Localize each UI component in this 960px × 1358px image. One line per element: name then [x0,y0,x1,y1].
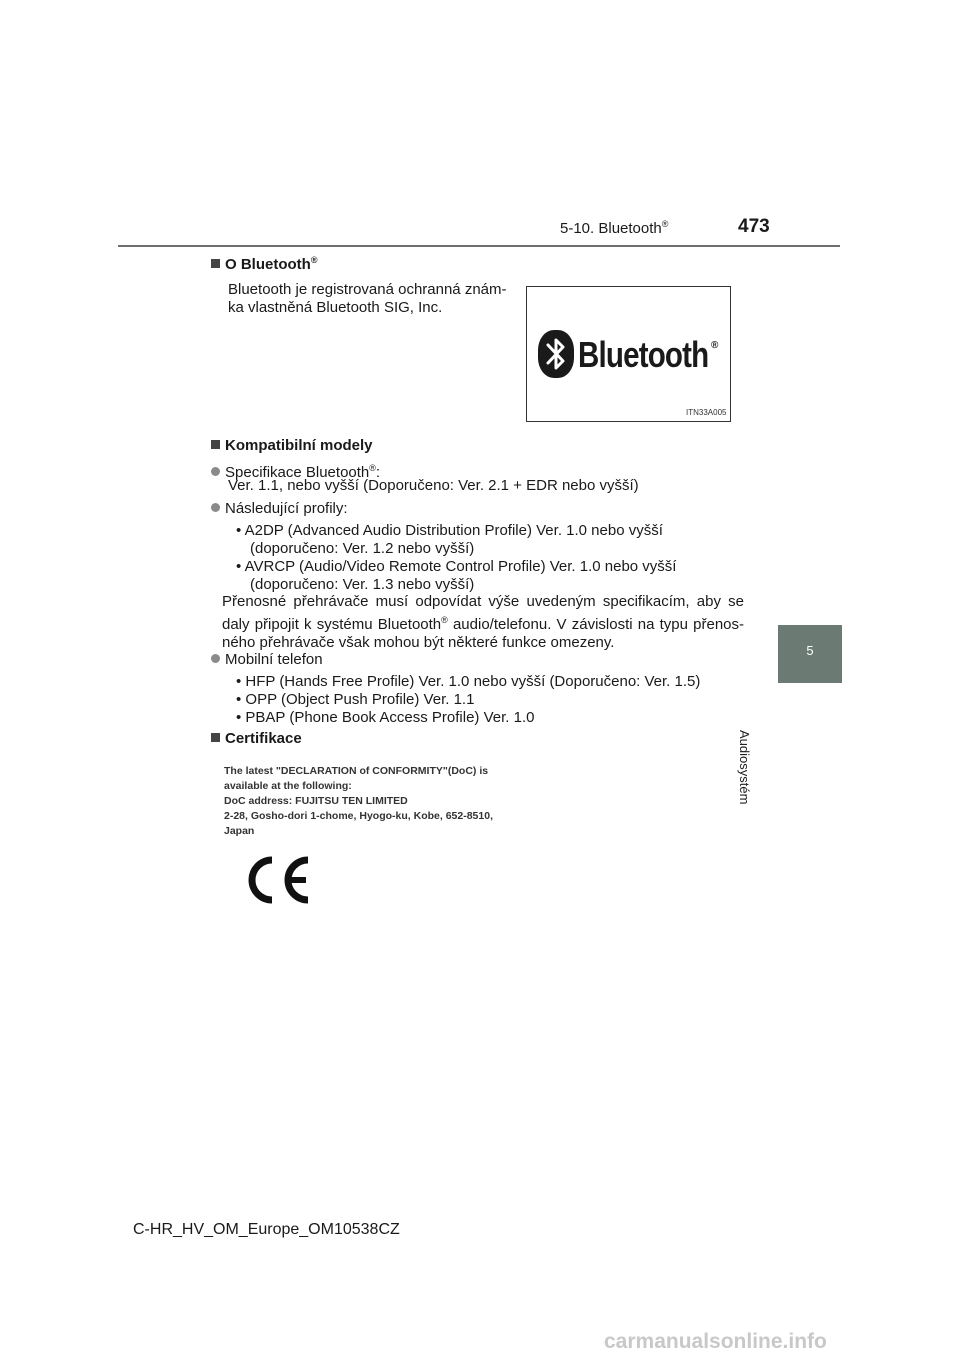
cert-heading-text: Certifikace [225,730,302,747]
bluetooth-rune-icon [538,330,574,378]
compat-note [222,593,744,652]
section-title [560,219,668,237]
cert-line: available at the following: [224,780,352,792]
mobile-item [211,651,323,669]
profile-a2dp-line2: (doporučeno: Ver. 1.2 nebo vyšší) [250,540,475,557]
cert-line: Japan [224,825,255,837]
profiles-item [211,500,348,518]
circle-bullet-icon [211,503,220,512]
profile-avrcp-line2: (doporučeno: Ver. 1.3 nebo vyšší) [250,576,475,593]
spec-label: Specifikace Bluetooth [225,464,370,481]
circle-bullet-icon [211,467,220,476]
profile-avrcp-line1: • AVRCP (Audio/Video Remote Control Profile) Ver. 1.0 nebo vyšší [236,558,677,575]
square-bullet-icon [211,259,220,268]
about-text-line2: ka vlastněná Bluetooth SIG, Inc. [228,299,443,316]
cert-line: DoC address: FUJITSU TEN LIMITED [224,795,408,807]
profile-a2dp-line1: • A2DP (Advanced Audio Distribution Profile) Ver. 1.0 nebo vyšší [236,522,663,539]
compat-note-part1: Přenosné přehrávače musí odpovídat výše uvedeným specifikacím, aby se daly připojit k systému Bluetooth [222,593,744,633]
compat-heading [211,437,373,454]
watermark: carmanualsonline.info [604,1330,827,1353]
registered-mark: ® [310,255,318,265]
square-bullet-icon [211,733,220,742]
mobile-profile-opp: • OPP (Object Push Profile) Ver. 1.1 [236,691,475,708]
section-title-text: 5-10. Bluetooth [560,220,662,237]
header-rule [118,245,840,247]
mobile-label: Mobilní telefon [225,651,323,668]
cert-line: 2-28, Gosho-dori 1-chome, Hyogo-ku, Kobe, 652-8510, [224,810,493,822]
registered-mark: ® [441,615,448,625]
square-bullet-icon [211,440,220,449]
cert-declaration [224,764,493,839]
about-heading-text: O Bluetooth [225,256,311,273]
mobile-profile-hfp: • HFP (Hands Free Profile) Ver. 1.0 nebo vyšší (Doporučeno: Ver. 1.5) [236,673,701,690]
bluetooth-wordmark: Bluetooth [578,334,709,375]
spec-value: Ver. 1.1, nebo vyšší (Doporučeno: Ver. 2.1 + EDR nebo vyšší) [228,477,639,494]
chapter-number: 5 [806,643,814,658]
compat-heading-text: Kompatibilní modely [225,437,373,454]
profiles-label: Následující profily: [225,500,348,517]
registered-mark: ® [369,463,376,473]
cert-heading [211,730,302,747]
registered-mark: ® [661,219,669,229]
circle-bullet-icon [211,654,220,663]
document-code: C-HR_HV_OM_Europe_OM10538CZ [133,1221,400,1238]
ce-mark-icon [242,854,314,906]
chapter-label: Audiosystém [737,730,752,805]
bluetooth-registered-mark: ® [711,340,719,351]
spec-colon: : [375,464,381,481]
cert-line: The latest "DECLARATION of CONFORMITY"(DoC) is [224,765,489,777]
page-number: 473 [738,216,770,237]
about-text-line1: Bluetooth je registrovaná ochranná znám- [228,281,507,298]
about-heading [211,255,317,273]
compat-note-part2: audio/telefonu. V závislosti na typu přenos-ného přehrávače však mohou být některé funkce omezeny. [222,616,744,651]
mobile-profile-pbap: • PBAP (Phone Book Access Profile) Ver. 1.0 [236,709,535,726]
figure-code: ITN33A005 [686,408,727,417]
